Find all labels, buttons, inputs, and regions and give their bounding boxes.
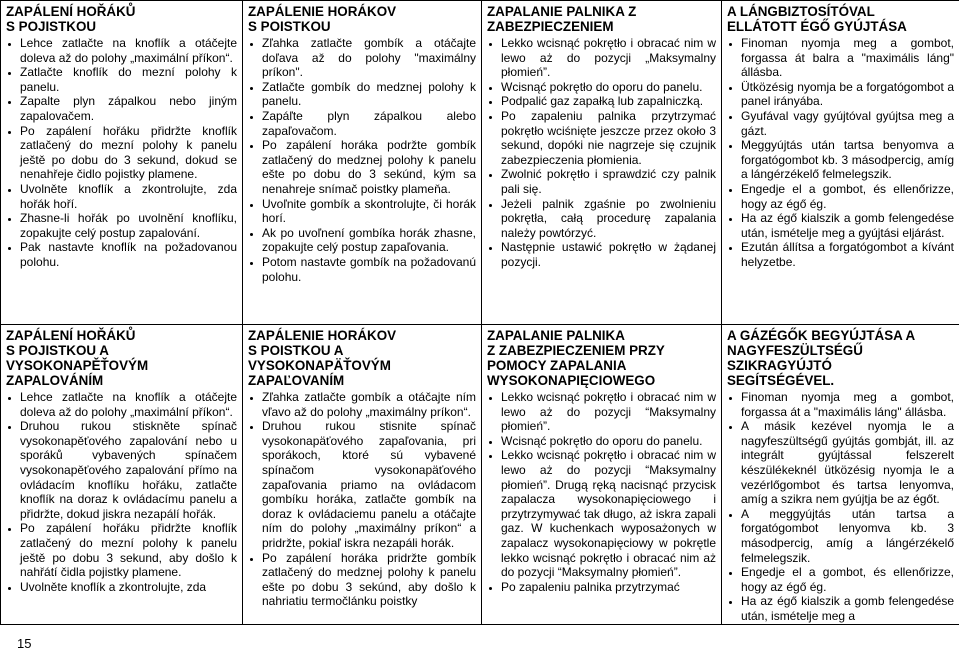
list-item: • Zhasne-li hořák po uvolnění knoflíku, zopakujte celý postup zapalování.: [20, 211, 237, 240]
list-item: • Potom nastavte gombík na požadovanú polohu.: [262, 255, 476, 284]
list-item: • Finoman nyomja meg a gombot, forgassa át a "maximális láng" állásba.: [741, 390, 954, 419]
section-title: [487, 328, 716, 388]
cell-pl-standard: [482, 1, 722, 325]
section-title-line: VYSOKONAPĚŤOVÝM: [6, 358, 149, 373]
instruction-list: [6, 36, 237, 270]
page-number: 15: [17, 636, 32, 651]
list-item: • Po zapálení horáka podržte gombík zatlačený do medznej polohy k panelu ešte po dobu do 3 sekúnd, kým sa nenahreje snímač poistky plameňa.: [262, 138, 476, 196]
section-title-line: S POISTKOU A: [248, 343, 344, 358]
list-item: • Wcisnąć pokrętło do oporu do panelu.: [501, 80, 716, 95]
list-item: • Lehce zatlačte na knoflík a otáčejte doleva až do polohy „maximální příkon“.: [20, 36, 237, 65]
cell-hu-standard: [722, 1, 959, 325]
list-item: • Po zapaleniu palnika przytrzymać: [501, 580, 716, 595]
section-title-line: A LÁNGBIZTOSÍTÓVAL: [727, 4, 875, 19]
instruction-list: [248, 390, 476, 609]
instruction-list: [487, 36, 716, 270]
section-title-line: ZAPALANIE PALNIKA: [487, 328, 625, 343]
list-item: • Po zapálení hořáku přidržte knoflík zatlačený do mezní polohy k panelu ještě po dobu 3 sekund, aby došlo k nahřátí čidla pojistky plamene.: [20, 521, 237, 579]
section-title-line: SEGÍTSÉGÉVEL.: [727, 373, 835, 388]
list-item: • Lekko wcisnąć pokrętło i obracać nim w lewo aż do pozycji “Maksymalny płomień”. Drugą ręką nacisnąć przycisk zapalacza wysokonapięciowego i przytrzymywać tak długo, aż iskra zapali gaz. W kuchenkach wyposażonych w zapalacz wysokonapięciowy w pokrętle lekko wcisnąć pokrętło i obracać nim aż do pozycji “Maksymalny płomień”.: [501, 448, 716, 579]
list-item: • Wcisnąć pokrętło do oporu do panelu.: [501, 434, 716, 449]
list-item: • Podpalić gaz zapałką lub zapalniczką.: [501, 94, 716, 109]
list-item: • Finoman nyomja meg a gombot, forgassa át balra a "maximális láng" állásba.: [741, 36, 954, 80]
section-title-line: WYSOKONAPIĘCIOWEGO: [487, 373, 656, 388]
list-item: • A meggyújtás után tartsa a forgatógombot lenyomva kb. 3 másodpercig, amíg a lángérzékelő felmelegszik.: [741, 507, 954, 565]
instruction-list: [248, 36, 476, 284]
section-title-line: ZAPÁLENÍ HOŘÁKŮ: [6, 328, 136, 343]
list-item: • Ha az égő kialszik a gomb felengedése után, ismételje meg a gyújtási eljárást.: [741, 211, 954, 240]
list-item: • Engedje el a gombot, és ellenőrizze, hogy az égő ég.: [741, 565, 954, 594]
list-item: • Po zapálení horáka pridržte gombík zatlačený do medznej polohy k panelu ešte po dobu 3 sekúnd, aby došlo k nahriatiu termočlánku poistky: [262, 551, 476, 609]
section-title-line: ZAPAĽOVANÍM: [248, 373, 345, 388]
cell-hu-ignition: [722, 325, 959, 625]
instruction-list: [6, 390, 237, 594]
list-item: • Zapalte plyn zápalkou nebo jiným zapalovačem.: [20, 94, 237, 123]
list-item: • Zwolnić pokrętło i sprawdzić czy palnik pali się.: [501, 167, 716, 196]
section-title: [6, 328, 237, 388]
section-title: [248, 328, 476, 388]
list-item: • Druhou rukou stiskněte spínač vysokonapěťového zapalování nebo u sporáků vybavených spínačem vysokonapěťového zapalování přímo na ovládacím knoflíku hořáku, zatlačte knoflík na doraz k ovládacímu panelu a přidržte, dokud jiskra nezapálí hořák.: [20, 419, 237, 521]
list-item: • Zatlačte gombík do medznej polohy k panelu.: [262, 80, 476, 109]
list-item: • Lehce zatlačte na knoflík a otáčejte doleva až do polohy „maximální příkon“.: [20, 390, 237, 419]
section-title: [248, 4, 476, 34]
section-title-line: ELLÁTOTT ÉGŐ GYÚJTÁSA: [727, 19, 907, 34]
list-item: • Zapáľte plyn zápalkou alebo zapaľovačom.: [262, 109, 476, 138]
section-title-line: Z ZABEZPIECZENIEM PRZY: [487, 343, 665, 358]
table-row: [1, 325, 959, 625]
cell-cs-standard: [1, 1, 243, 325]
list-item: • Ezután állítsa a forgatógombot a kívánt helyzetbe.: [741, 240, 954, 269]
list-item: • Uvoľnite gombík a skontrolujte, či horák horí.: [262, 197, 476, 226]
table-row: [1, 1, 959, 325]
instruction-list: [727, 390, 954, 624]
section-title-line: VYSOKONAPÄŤOVÝM: [248, 358, 391, 373]
cell-pl-ignition: [482, 325, 722, 625]
list-item: • Jeżeli palnik zgaśnie po zwolnieniu pokrętła, całą procedurę zapalania należy powtórzyć.: [501, 197, 716, 241]
list-item: • Zľahka zatlačte gombík a otáčajte doľava až do polohy "maximálny príkon".: [262, 36, 476, 80]
section-title-line: ZAPÁLENÍ HOŘÁKŮ: [6, 4, 136, 19]
list-item: • Ütközésig nyomja be a forgatógombot a panel irányába.: [741, 80, 954, 109]
list-item: • Uvolněte knoflík a zkontrolujte, zda hořák hoří.: [20, 182, 237, 211]
section-title-line: ZABEZPIECZENIEM: [487, 19, 614, 34]
section-title: [6, 4, 237, 34]
section-title-line: ZAPÁLENIE HORÁKOV: [248, 328, 397, 343]
section-title-line: S POISTKOU: [248, 19, 331, 34]
section-title-line: ZAPÁLENIE HORÁKOV: [248, 4, 397, 19]
list-item: • Ha az égő kialszik a gomb felengedése után, ismételje meg a: [741, 594, 954, 623]
list-item: • Gyufával vagy gyújtóval gyújtsa meg a gázt.: [741, 109, 954, 138]
list-item: • Po zapálení hořáku přidržte knoflík zatlačený do mezní polohy k panelu ještě po dobu do 3 sekund, dokud se nenahřeje čidlo pojistky plamene.: [20, 124, 237, 182]
cell-cs-ignition: [1, 325, 243, 625]
section-title-line: POMOCY ZAPALANIA: [487, 358, 627, 373]
list-item: • Zatlačte knoflík do mezní polohy k panelu.: [20, 65, 237, 94]
section-title-line: NAGYFESZÜLTSÉGŰ: [727, 343, 863, 358]
section-title-line: A GÁZÉGŐK BEGYÚJTÁSA A: [727, 328, 916, 343]
list-item: • A másik kezével nyomja le a nagyfeszültségű gyújtás gombját, ill. az integrált gyújtással felszerelt készülékeknél ütközésig nyomja le a vezérlőgombot és tartsa lenyomva, amíg a szikra nem gyújtja be az égőt.: [741, 419, 954, 507]
section-title-line: SZIKRAGYÚJTÓ: [727, 358, 832, 373]
cell-sk-ignition: [243, 325, 482, 625]
list-item: • Zľahka zatlačte gombík a otáčajte ním vľavo až do polohy „maximálny príkon“.: [262, 390, 476, 419]
section-title: [727, 328, 954, 388]
section-title-line: ZAPALANIE PALNIKA Z: [487, 4, 637, 19]
section-title-line: ZAPALOVÁNÍM: [6, 373, 104, 388]
list-item: • Ak po uvoľnení gombíka horák zhasne, zopakujte celý postup zapaľovania.: [262, 226, 476, 255]
list-item: • Lekko wcisnąć pokrętło i obracać nim w lewo aż do pozycji “Maksymalny płomień”.: [501, 390, 716, 434]
cell-sk-standard: [243, 1, 482, 325]
section-title: [727, 4, 954, 34]
list-item: • Engedje el a gombot, és ellenőrizze, hogy az égő ég.: [741, 182, 954, 211]
section-title-line: S POJISTKOU A: [6, 343, 109, 358]
instruction-list: [727, 36, 954, 270]
instruction-list: [487, 390, 716, 594]
list-item: • Pak nastavte knoflík na požadovanou polohu.: [20, 240, 237, 269]
list-item: • Następnie ustawić pokrętło w żądanej pozycji.: [501, 240, 716, 269]
list-item: • Lekko wcisnąć pokrętło i obracać nim w lewo aż do pozycji „Maksymalny płomień”.: [501, 36, 716, 80]
list-item: • Po zapaleniu palnika przytrzymać pokrętło wciśnięte jeszcze przez około 3 sekund, dopóki nie nagrzeje się czujnik zabezpieczenia płomienia.: [501, 109, 716, 167]
list-item: • Druhou rukou stisnite spínač vysokonapäťového zapaľovania, pri sporákoch, ktoré sú vybavené spínačom vysokonapäťového zapaľovania priamo na ovládacom gombíku horáka, zatlačte gombík na doraz k ovládaciemu panelu a otáčajte ním do polohy „maximálny príkon“ a pridržte, pokiaľ iskra nezapáli horák.: [262, 419, 476, 550]
section-title: [487, 4, 716, 34]
list-item: • Meggyújtás után tartsa benyomva a forgatógombot kb. 3 másodpercig, amíg a lángérzékelő felmelegszik.: [741, 138, 954, 182]
list-item: • Uvolněte knoflík a zkontrolujte, zda: [20, 580, 237, 595]
section-title-line: S POJISTKOU: [6, 19, 97, 34]
